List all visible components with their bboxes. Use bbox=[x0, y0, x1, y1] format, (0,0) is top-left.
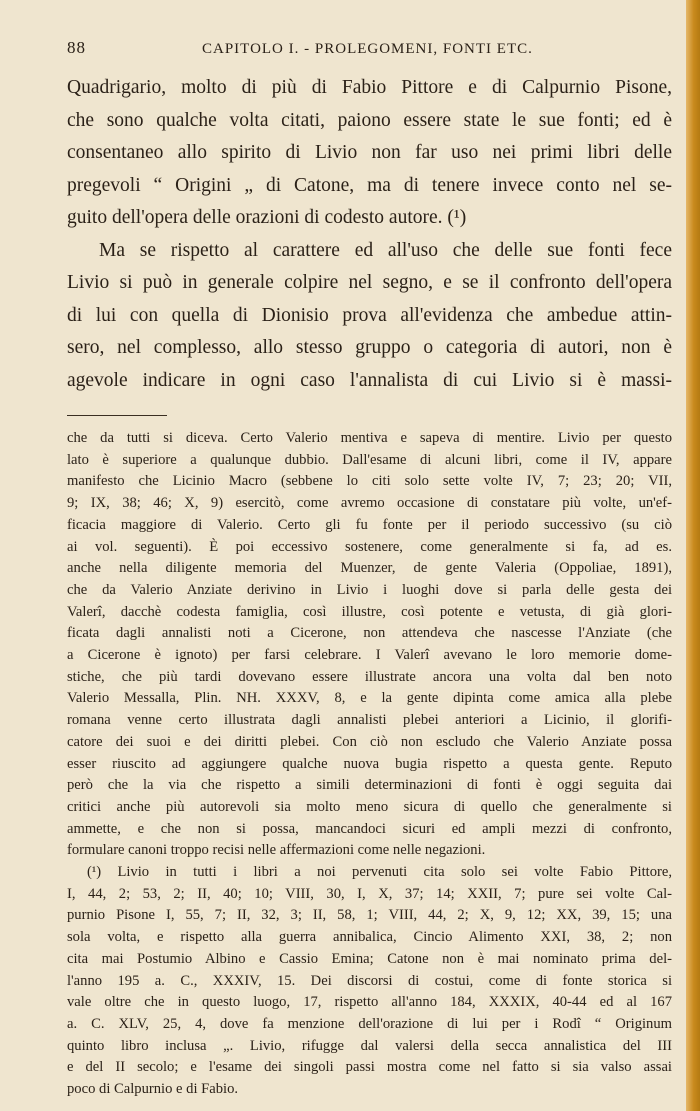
page-header bbox=[67, 38, 672, 66]
page-number: 88 bbox=[67, 38, 86, 57]
footnote-line: (¹) Livio in tutti i libri a noi pervenuti cita solo sei volte Fabio Pittore, bbox=[87, 864, 672, 881]
footnote-line: ficacia maggiore di Valerio. Certo gli fu fonte per il periodo successivo (su ciò bbox=[67, 516, 672, 533]
page bbox=[67, 38, 672, 1101]
book-spine-edge bbox=[686, 0, 700, 1111]
footnote-line: che da tutti si diceva. Certo Valerio mentiva e sapeva di mentire. Livio per questo bbox=[67, 430, 672, 446]
footnote-line: Valerio Messalla, Plin. NH. XXXV, 8, e la gente dipinta come amica alla plebe bbox=[67, 690, 672, 707]
body-line: Quadrigario, molto di più di Fabio Pittore e di Calpurnio Pisone, bbox=[67, 77, 672, 98]
footnote-line: l'anno 195 a. C., XXXIV, 15. Dei discorsi di costui, come di fonte storica si bbox=[67, 972, 672, 989]
body-line: Ma se rispetto al carattere ed all'uso che delle sue fonti fece bbox=[99, 239, 672, 261]
footnote-line: ficata dagli annalisti noti a Cicerone, non attendeva che nascesse l'Anziate (che bbox=[67, 625, 672, 642]
body-line: di lui con quella di Dionisio prova all'evidenza che ambedue attin- bbox=[67, 304, 672, 326]
footnote-line: esser riuscito ad aggiungere qualche nuova bugia rispetto a questa gente. Reputo bbox=[67, 755, 672, 772]
footnote-line: e del II secolo; e l'esame dei singoli passi mostra come nel fatto si sia valso assai bbox=[67, 1059, 672, 1076]
footnote-line: che da Valerio Anziate derivino in Livio i luoghi dove si parla delle gesta dei bbox=[67, 581, 672, 598]
body-line: Livio si può in generale colpire nel segno, e se il confronto dell'opera bbox=[67, 272, 672, 293]
footnotes bbox=[67, 428, 672, 1101]
footnote-line: vale oltre che in questo luogo, 17, rispetto all'anno 184, XXXIX, 40-44 ed al 167 bbox=[67, 994, 672, 1011]
footnote-line: cita mai Postumio Albino e Cassio Emina; Catone non è mai nominato prima del- bbox=[67, 950, 672, 967]
footnote-line: catore dei suoi e dei diritti plebei. Con ciò non escludo che Valerio Anziate possa bbox=[67, 733, 672, 750]
footnote-line: anche nella diligente memoria del Muenzer, de gente Valeria (Oppoliae, 1891), bbox=[67, 560, 672, 577]
main-text bbox=[67, 72, 672, 397]
running-head: CAPITOLO I. - PROLEGOMENI, FONTI ETC. bbox=[202, 41, 533, 57]
footnote-line: a. C. XLV, 25, 4, dove fa menzione dell'orazione di lui per i Rodî “ Originum bbox=[67, 1015, 672, 1032]
footnote-line: lato è superiore a qualunque dubbio. Dall'esame di alcuni libri, come il IV, appare bbox=[67, 451, 672, 468]
body-line: agevole indicare in ogni caso l'annalista di cui Livio si è massi- bbox=[67, 369, 672, 391]
footnote-line: 9; IX, 38; 46; X, 9) esercitò, come avremo occasione di constatare più volte, un'ef- bbox=[67, 495, 672, 512]
footnote-line: critici anche più autorevoli sia molto meno sicura di quello che generalmente si bbox=[67, 798, 672, 815]
footnote-line: Valerî, dacchè codesta famiglia, così illustre, così potente e vetusta, di già glori- bbox=[67, 603, 672, 620]
footnote-line: manifesto che Licinio Macro (sebbene lo citi solo sette volte IV, 7; 23; 20; VII, bbox=[67, 473, 672, 490]
footnote-line: poco di Calpurnio e di Fabio. bbox=[67, 1081, 239, 1098]
footnote-line: sola volta, e rispetto alla guerra annibalica, Cincio Alimento XXI, 38, 2; non bbox=[67, 929, 672, 946]
footnote-line: stiche, che più tardi dovevano essere illustrate ancora una volta dal ben noto bbox=[67, 668, 672, 685]
footnote-line: a Cicerone è ignoto) per farsi celebrare. I Valerî avevano le loro memorie dome- bbox=[67, 647, 672, 664]
footnote-line: romana venne certo illustrata dagli annalisti plebei anteriori a Licinio, il glorifi- bbox=[67, 712, 672, 729]
footnote-separator bbox=[67, 415, 167, 416]
footnote-line: ai vol. seguenti). È poi eccessivo sostenere, come generalmente si fa, ad es. bbox=[67, 538, 672, 555]
footnote-line: I, 44, 2; 53, 2; II, 40; 10; VIII, 30, I, X, 37; 14; XXII, 7; pure sei volte Cal- bbox=[67, 885, 672, 902]
body-line: pregevoli “ Origini „ di Catone, ma di tenere invece conto nel se- bbox=[67, 174, 672, 196]
body-line: sero, nel complesso, allo stesso gruppo o categoria di autori, non è bbox=[67, 337, 672, 358]
body-line: guito dell'opera delle orazioni di codesto autore. (¹) bbox=[67, 207, 467, 228]
footnote-line: purnio Pisone I, 55, 7; II, 32, 3; II, 58, 1; VIII, 44, 2; X, 9, 12; XX, 39, 15; una bbox=[67, 907, 672, 924]
footnote-line: formulare canoni troppo recisi nelle affermazioni come nelle negazioni. bbox=[67, 842, 486, 859]
footnote-line: ammette, e che non si possa, mancandoci sicuri ed ampli mezzi di confronto, bbox=[67, 820, 672, 837]
body-line: che sono qualche volta citati, paiono essere state le sue fonti; ed è bbox=[67, 109, 672, 131]
footnote-line: però che la via che rispetto a simili determinazioni di fonti è oggi seguita dai bbox=[67, 777, 672, 794]
footnote-line: quinto libro inclusa „. Livio, rifugge dal valersi della secca annalistica del III bbox=[67, 1037, 672, 1054]
body-line: consentaneo allo spirito di Livio non far uso nei primi libri delle bbox=[67, 142, 672, 163]
